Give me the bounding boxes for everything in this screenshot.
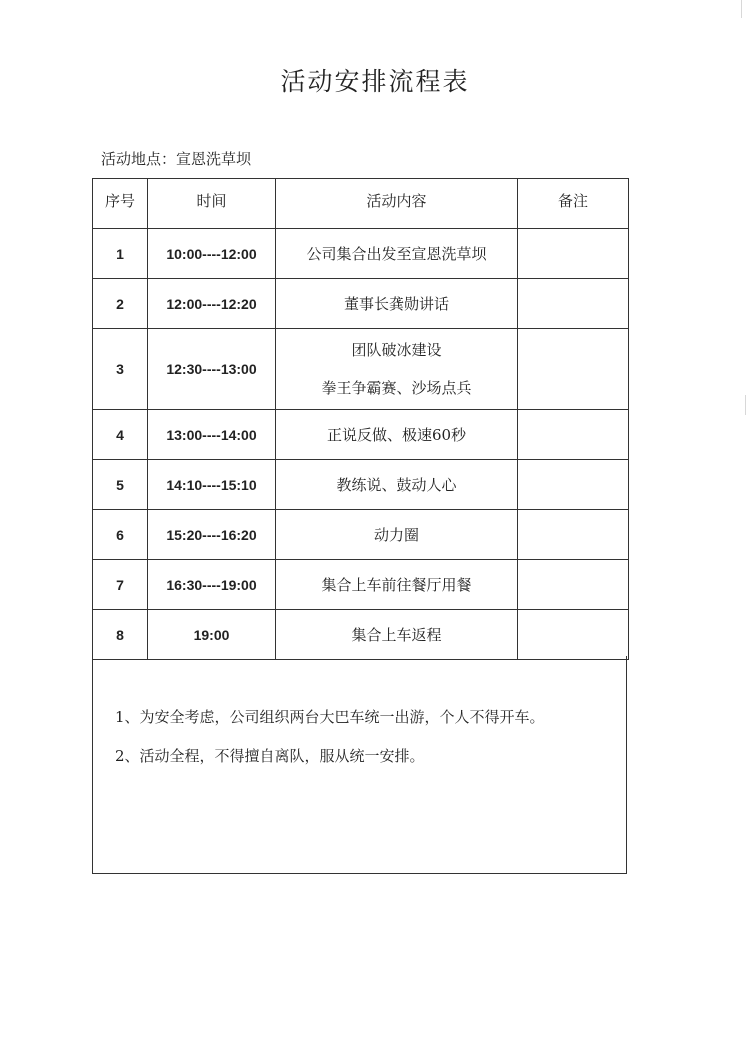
row-time: 12:30----13:00 — [148, 329, 276, 410]
row-num: 5 — [93, 460, 148, 510]
header-content: 活动内容 — [276, 179, 518, 229]
table-header-row — [93, 179, 629, 229]
row-content: 正说反做、极速60秒 — [276, 410, 518, 460]
row-time: 12:00----12:20 — [148, 279, 276, 329]
row-remark — [518, 610, 629, 660]
header-num: 序号 — [93, 179, 148, 229]
row-remark — [518, 410, 629, 460]
row-content: 集合上车前往餐厅用餐 — [276, 560, 518, 610]
row-content: 董事长龚勋讲话 — [276, 279, 518, 329]
row-remark — [518, 229, 629, 279]
row-content-line: 团队破冰建设 — [351, 341, 442, 359]
row-num: 1 — [93, 229, 148, 279]
table-row — [93, 460, 629, 510]
row-content: 集合上车返程 — [276, 610, 518, 660]
note-item: 1、为安全考虑，公司组织两台大巴车统一出游，个人不得开车。 — [115, 708, 545, 726]
row-remark — [518, 279, 629, 329]
scan-edge-mark — [741, 0, 742, 18]
table-row — [93, 329, 629, 410]
row-time: 14:10----15:10 — [148, 460, 276, 510]
row-remark — [518, 460, 629, 510]
table-row — [93, 279, 629, 329]
table-row — [93, 410, 629, 460]
page-title: 活动安排流程表 — [280, 67, 470, 96]
row-content-line: 拳王争霸赛、沙场点兵 — [321, 379, 472, 397]
table-row — [93, 560, 629, 610]
row-content — [276, 329, 518, 410]
table-row — [93, 510, 629, 560]
row-num: 7 — [93, 560, 148, 610]
schedule-table — [92, 178, 629, 660]
row-num: 4 — [93, 410, 148, 460]
row-content: 教练说、鼓动人心 — [276, 460, 518, 510]
row-remark — [518, 329, 629, 410]
notes-box — [92, 656, 627, 874]
table-row — [93, 229, 629, 279]
table-row — [93, 610, 629, 660]
location-line: 活动地点：宣恩洗草坝 — [101, 150, 252, 168]
row-num: 6 — [93, 510, 148, 560]
row-num: 8 — [93, 610, 148, 660]
row-time: 15:20----16:20 — [148, 510, 276, 560]
row-time: 19:00 — [148, 610, 276, 660]
scan-edge-mark — [745, 395, 746, 415]
row-num: 3 — [93, 329, 148, 410]
row-remark — [518, 510, 629, 560]
row-content: 公司集合出发至宣恩洗草坝 — [276, 229, 518, 279]
header-remark: 备注 — [518, 179, 629, 229]
note-item: 2、活动全程，不得擅自离队，服从统一安排。 — [115, 747, 425, 765]
row-time: 10:00----12:00 — [148, 229, 276, 279]
row-time: 16:30----19:00 — [148, 560, 276, 610]
header-time: 时间 — [148, 179, 276, 229]
row-content: 动力圈 — [276, 510, 518, 560]
row-remark — [518, 560, 629, 610]
row-time: 13:00----14:00 — [148, 410, 276, 460]
row-num: 2 — [93, 279, 148, 329]
